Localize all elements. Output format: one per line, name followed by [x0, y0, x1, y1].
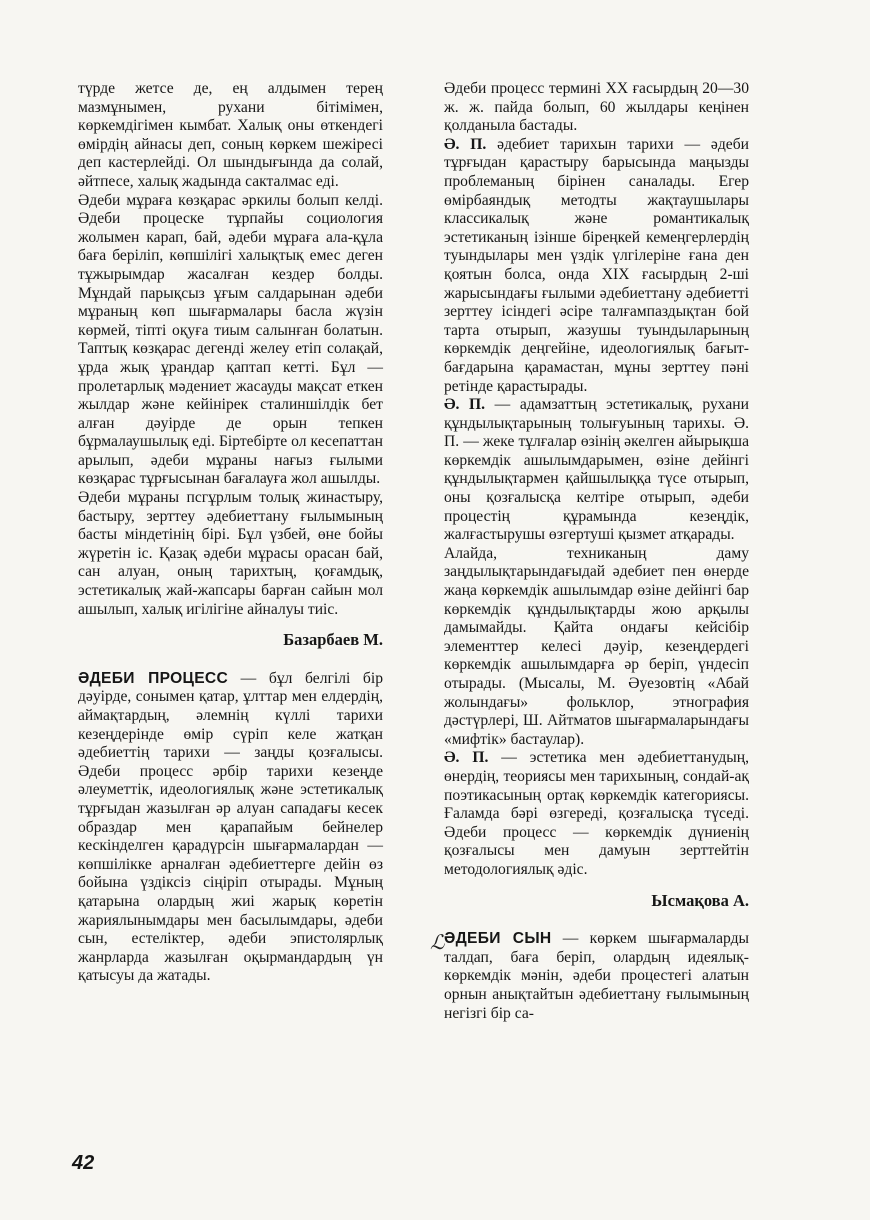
right-paragraph-4: Алайда, техниканың даму заңдылықтарындағыдай әдебиет пен өнерде жаңа көркемдік ашылымдар өзіне дейінгі бар көркемдік құндылықтарды жою арқылы дамымайды. Қайта ондағы кейсібір элементтер келесі дәуір, кезеңдердегі көркемдік ашылымдарға әр беріп, үндесіп отырады. (Мысалы, М. Әуезовтің «Абай жолындағы» фольклор, этнография дәстүрлері, Ш. Айтматов шығармаларындағы «мифтік» бастаулар).	[444, 544, 749, 748]
entry-body: — бұл белгілі бір дәуірде, сонымен қатар, ұлттар мен елдердің, аймақтардың, әлемнің күллі тарихи кезеңдерінде өмір сүріп келе жатқан әдебиеттің тарихи — заңды қозғалысы. Әдеби процесс әрбір тарихи кезеңде әлеуметтік, идеологиялық және эстетикалық тұрғыдан жазылған әр алуан сападағы кесек образдар мен қарапайым бейнелер кескінделген қарадүрсін шығармалардан — көпшілікке арналған әдебиеттерге дейін өз бойына үздіксіз сіңіріп отырады. Мұның қатарына олардың жиі жарық көретін жариялынымдары мен басылымдары, әдеби сын, естеліктер, әдеби эпистолярлық жанрларда жазылған оқырмандардың үн қатысуы да жатады.	[78, 669, 383, 985]
paragraph-text: — эстетика мен әдебиеттанудың, өнердің, теориясы мен тарихының, сондай-ақ поэтикасының ортақ көркемдік категориясы. Ғаламда бәрі өзгереді, қозғалысқа түседі. Әдеби процесс — көркемдік дүниенің қозғалысы мен дамуын зерттейтін методологиялық әдіс.	[444, 749, 749, 878]
right-paragraph-5	[444, 749, 749, 879]
paragraph-text: — адамзаттың эстетикалық, рухани құндылықтарының толығуының тарихы. Ә. П. — жеке тұлғалар өзінің әкелген айырықша көркемдік ашылымдарымен, өзіне дейінгі құндылықтармен қайшылыққа түсе отырып, оны қозғалысқа келтіре отырып, әдеби процестің құрамында кезеңдік, жалғастырушы өзгертуші қызмет атқарады.	[444, 396, 749, 544]
entry-body: — көркем шығармаларды талдап, баға беріп, олардың идеялық-көркемдік мәнін, әдеби процестегі алатын орнын анықтайтын әдебиеттану ғылымының негізгі бір са-	[444, 930, 749, 1022]
abbrev-lead: Ә. П.	[444, 749, 489, 767]
entry-heading: ӘДЕБИ ПРОЦЕСС	[78, 669, 229, 687]
left-paragraph-1: түрде жетсе де, ең алдымен терең мазмұнымен, рухани бітімімен, көркемдігімен кымбат. Халық оны өткендегі өмірдің айнасы деп, соның көркем шежіресі деп кастерлейді. Ол шындығында да солай, әйтпесе, халық жадында сакталмас еді.	[78, 80, 383, 190]
page-number: 42	[72, 1152, 95, 1174]
author-signature-2: Ысмақова А.	[651, 890, 749, 910]
abbrev-lead: Ә. П.	[444, 396, 486, 414]
right-paragraph-2	[444, 136, 749, 396]
author-signature-1: Базарбаев М.	[283, 630, 383, 650]
left-column	[78, 80, 383, 986]
right-paragraph-3	[444, 396, 749, 545]
abbrev-lead: Ә. П.	[444, 135, 487, 153]
right-column	[430, 80, 749, 1023]
entry-heading: ӘДЕБИ СЫН	[444, 930, 552, 948]
left-paragraph-2: Әдеби мұраға көзқарас әркилы болып келді. Әдеби процеске тұрпайы социология жолымен карап, бай, әдеби мұраға ала-құла баға беріліп, көпшілігі халықтық емес деген тұжырымдар жасалған кездер болды. Мұндай парықсыз ұғым салдарынан әдеби мұраның көп шығармалары басла жүзін көрмей, тіпті оқуға тиым салынған болатын. Таптық көзқарас дегенді желеу етіп солақай, ұрда жық ұрандар қаптап кетті. Бұл — пролетарлық мәдениет жасауды мақсат еткен жылдар және кейінірек сталиншілдік бет алған дәуірде де орын тепкен бұрмалаушылық еді. Біртебірте ол кесепаттан арылып, әдеби мұраны нағыз ғылыми көзқарас тұрғысынан бағалауға жол ашылды.	[78, 191, 383, 488]
right-paragraph-1: Әдеби процесс термині XX ғасырдың 20—30 ж. ж. пайда болып, 60 жылдары кеңінен қолданыла бастады.	[444, 80, 749, 135]
handwritten-mark-icon: ℒ	[430, 932, 445, 955]
left-paragraph-3: Әдеби мұраны псгұрлым толық жинастыру, бастыру, зерттеу әдебиеттану ғылымының басты міндетінің бірі. Бұл үзбей, өне бойы жүретін іс. Қазақ әдеби мұрасы орасан бай, сан алуан, оның тарихтың, қоғамдық, эстетикалық жай-жапсары барған сайын мол ашылып, халық игілігіне айналуы тиіс.	[78, 489, 383, 618]
paragraph-text: әдебиет тарихын тарихи — әдеби тұрғыдан қарастыру барысында маңызды проблеманың бірінен саналады. Егер өмірбаяндық методты жақтаушылары классикалық және романтикалық эстетиканың ізінше біреңкей кемеңгерлердің туындылары мен үздік үлгілеріне ғана ден қоятын болса, онда XIX ғасырдың 2-ші жарысындағы ғылыми әдебиеттану әдебиетті зерттеу ісіндегі әсіре талғампаздықтан бой тарта отырып, жазушы туындыларының көркемдік деңгейіне, идеологиялық бағыт-бағдарына қарамастан, мұны зерттеу пәні ретінде қарастырады.	[444, 135, 749, 395]
entry-adebi-process	[78, 670, 383, 986]
entry-adebi-syn	[430, 930, 749, 1023]
